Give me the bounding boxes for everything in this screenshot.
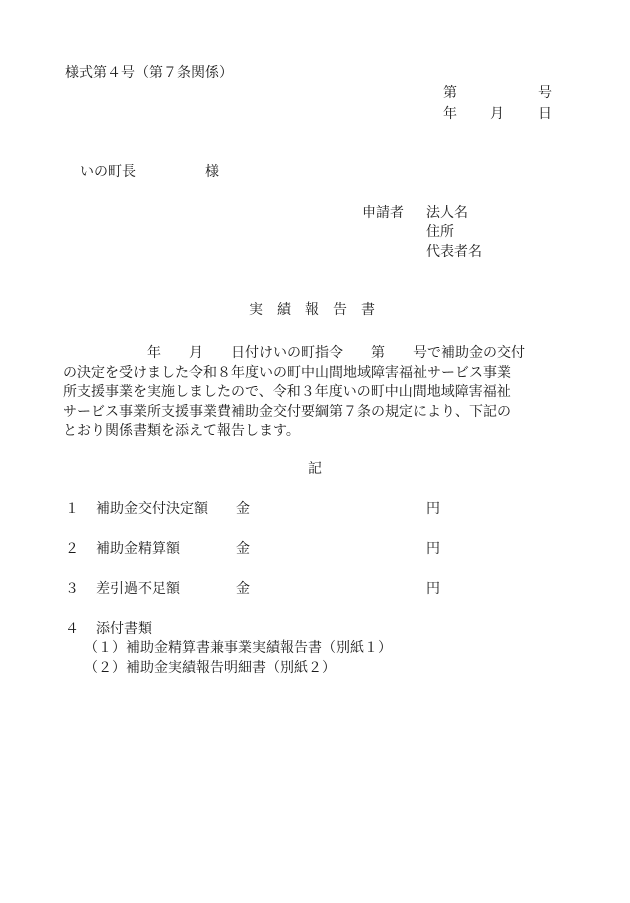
item-2-kin: 金 [236, 541, 250, 557]
body-line: 所支援事業を実施しましたので、令和３年度いの町中山間地域障害福祉 [63, 384, 511, 400]
item-1-number: １ [65, 501, 79, 517]
item-2-yen: 円 [426, 541, 440, 557]
item-1-label: 補助金交付決定額 [96, 501, 208, 517]
attachments-label: 添付書類 [96, 621, 152, 637]
item-2-label: 補助金精算額 [96, 541, 180, 557]
body-line: 年 月 日付けいの町指令 第 号で補助金の交付 [63, 345, 525, 361]
applicant-representative: 代表者名 [426, 244, 482, 260]
body-line: サービス事業所支援事業費補助金交付要綱第７条の規定により、下記の [63, 403, 511, 420]
form-number: 様式第４号（第７条関係） [65, 65, 233, 81]
document-title: 実績報告書 [249, 302, 389, 318]
attachment-item: （１）補助金精算書兼事業実績報告書（別紙１） [84, 640, 392, 656]
applicant-corporation: 法人名 [426, 205, 468, 221]
date-day: 日 [538, 106, 552, 122]
date-month: 月 [490, 106, 504, 122]
addressee-honorific: 様 [205, 164, 219, 180]
body-line: とおり関係書類を添えて報告します。 [63, 423, 300, 439]
item-3-number: ３ [65, 581, 79, 597]
addressee-name: いの町長 [80, 164, 136, 180]
applicant-address: 住所 [426, 224, 454, 240]
body-paragraph [63, 344, 583, 442]
item-2-number: ２ [65, 541, 79, 557]
item-3-label: 差引過不足額 [96, 581, 180, 597]
doc-number-go: 号 [538, 85, 552, 101]
body-line: の決定を受けました令和８年度いの町中山間地域障害福祉サービス事業 [63, 364, 511, 381]
attachments-number: ４ [65, 621, 79, 637]
applicant-label: 申請者 [362, 205, 404, 221]
item-3-yen: 円 [426, 581, 440, 597]
ki-heading: 記 [308, 461, 322, 477]
item-1-kin: 金 [236, 501, 250, 517]
item-1-yen: 円 [426, 501, 440, 517]
item-3-kin: 金 [236, 581, 250, 597]
doc-number-dai: 第 [443, 85, 457, 101]
date-year: 年 [443, 106, 457, 122]
attachment-item: （２）補助金実績報告明細書（別紙２） [84, 660, 336, 676]
